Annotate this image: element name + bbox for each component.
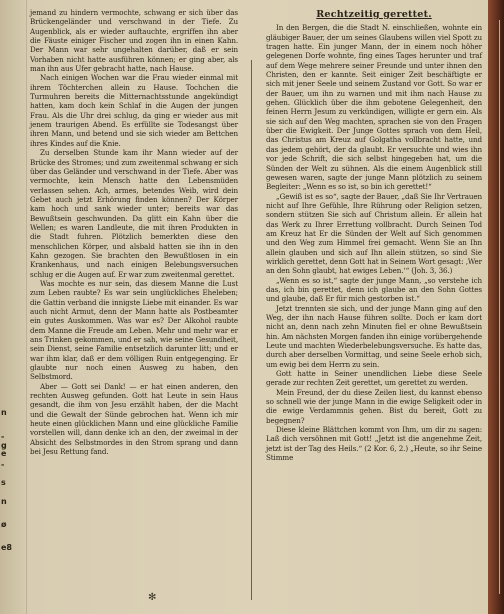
paragraph: Aber — Gott sei Dank! — er hat einen anderen, den rechten Ausweg gefunden. Gott hat Leute in sein Haus gesandt, die ihm von Jesu erzählt haben, der die Macht und die Gewalt der Sünde gebrochen hat. Wenn ich mir heute einen glücklichen Mann und eine glückliche Familie vorstellen will, dann denke ich an den, der zweimal in der Absicht des Selbstmordes in den Strom sprang und dann bei Jesu Rettung fand. bbox=[30, 381, 238, 457]
right-column bbox=[266, 8, 482, 463]
margin-fragment: e bbox=[1, 449, 7, 458]
article-body bbox=[266, 23, 482, 462]
margin-fragment: s bbox=[1, 478, 6, 487]
previous-page-edge bbox=[0, 0, 27, 614]
margin-fragment: - bbox=[1, 432, 5, 441]
column-divider bbox=[251, 60, 252, 600]
paragraph: „Wenn es so ist,“ sagte der junge Mann, „so verstehe ich das, ich bin gerettet, denn ich glaube an den Sohn Gottes und glaube, daß Er für mich gestorben ist.“ bbox=[266, 275, 482, 304]
ornament-icon: ✻ bbox=[148, 592, 157, 603]
paragraph: Jetzt trennten sie sich, und der junge Mann ging auf den Weg, der ihn nach Hause führen sollte. Doch er kam dort nicht an, denn nach zehn Minuten fiel er ohne Bewußtsein hin. Am nächsten Morgen fanden ihn einige vorübergehende Leute und machten Wiederbelebungsversuche. Es hatte das, durch aber derselben Vormittag, und seine Seele erhob sich, um ewig bei dem Herrn zu sein. bbox=[266, 303, 482, 369]
paragraph: Mein Freund, der du diese Zeilen liest, du kannst ebenso so schnell wie der junge Mann in die ewige Seligkeit oder in die ewige Verdammnis gehen. Bist du bereit, Gott zu begegnen? bbox=[266, 387, 482, 425]
margin-fragment: g bbox=[1, 441, 7, 450]
paragraph: jemand zu hindern vermochte, schwang er sich über das Brückengeländer und verschwand in der Tiefe. Zu Augenblick, als er wieder auftauchte, ergriffen ihn aber die Fäuste einiger Fischer und zogen ihn in einen Kahn. Der Mann war sehr ungehalten darüber, daß er sein Vorhaben nicht hatte ausführen können; er ging aber, als man ihn aus Ufer gebracht hatte, nach Hause. bbox=[30, 8, 238, 74]
margin-fragment: n bbox=[1, 408, 7, 417]
paragraph: Zu derselben Stunde kam ihr Mann wieder auf der Brücke des Stromes; und zum zweitenmal schwang er sich über das Geländer und verschwand in der Tiefe. Aber was vermochte, kein Mensch hatte den Lebensmüden verlassen sehen. Ach, armes, betendes Weib, wird dein Gebet auch jetzt Erhörung finden können? Der Körper kam hoch und sank wieder unter; bereits war das Bewußtsein geschwunden. Da glitt ein Kahn über die Wellen; es waren Landleute, die mit ihren Produkten in die Stadt fuhren. Plötzlich bemerkten diese den menschlichen Körper, und alsbald hatten sie ihn in den Kahn gezogen. Sie brachten den Bewußtlosen in ein Krankenhaus, und nach einigen Belebungsversuchen schlug er die Augen auf. Er war zum zweitenmal gerettet. bbox=[30, 148, 238, 279]
paragraph: In den Bergen, die die Stadt N. einschließen, wohnte ein gläubiger Bauer, der um seines Glaubens willen viel Spott zu tragen hatte. Ein junger Mann, der in einem noch höher gelegenen Dorfe wohnte, fing eines Tages herunter und traf auf dem Wege mehrere seiner Freunde und unter ihnen den Christen, den er kannte. Seit einiger Zeit beschäftigte er sich mit jener Seele und seinem Zustand vor Gott. So war er der Bauer, um ihn zu warnen und mit ihm nach Hause zu gehen. Glücklich über die ihm gebotene Gelegenheit, den feinen Herrn Jesum zu verkündigen, willigte er gern ein. Als sie sich auf den Weg machten, sprachen sie von den Fragen über die Ewigkeit. Der Junge Gottes sprach von dem Heil, das Christus am Kreuz auf Golgatha vollbracht hatte, und das jedem gehört, der da glaubt. Er versuchte und wies ihn vor jede Schrift, die sich selbst hingegeben hat, um die Sünden der Welt zu sühnen. Als die einem Augenblick still gewesen waren, sagte der junge Mann plötzlich zu seinem Begleiter: „Wenn es so ist, so bin ich gerettet!“ bbox=[266, 23, 482, 192]
margin-fragment: - bbox=[1, 460, 5, 469]
page-content bbox=[30, 8, 482, 604]
paragraph: Diese kleine Blättchen kommt von Ihm, um dir zu sagen: Laß dich versöhnen mit Gott! „Jetzt ist die angenehme Zeit, jetzt ist der Tag des Heils.“ (2 Kor. 6, 2.) „Heute, so ihr Seine Stimme bbox=[266, 425, 482, 463]
margin-fragment: n bbox=[1, 497, 7, 506]
book-cover-edge bbox=[488, 0, 504, 614]
paragraph: Was mochte es nur sein, das diesem Manne die Lust zum Leben raubte? Es war sein unglückliches Eheleben; die Gattin verband die innigste Liebe mit einander. Es war auch nicht Armut, denn der Mann hatte als Postbeamter ein gutes Auskommen. Was war es? Der Alkohol raubte dem Manne die Freude am Leben. Mehr und mehr war er ans Trinken gekommen, und er sah, wie seine Gesundheit, sein Dienst, seine Familie entsetzlich darunter litt; und er war ihm klar, daß er dem völligen Ruin entgegenging. Er glaubte nur noch einen Ausweg zu haben, den Selbstmord. bbox=[30, 278, 238, 382]
margin-fragment: ø bbox=[1, 520, 7, 529]
margin-fragment: e8 bbox=[1, 543, 12, 552]
left-column bbox=[30, 8, 238, 457]
paragraph: Nach einigen Wochen war die Frau wieder einmal mit ihrem Töchterchen allein zu Hause. Tochchen die Turmuhren bereits die Mitternachtsstunde angekündigt hatten, kam doch kein Schlaf in die Augen der jungen Frau. Als die Uhr drei schlug, da ging er wieder aus mit jenem traurigen Abend. Es erfüllte sie Todesangst über ihren Mann, und betend und sie sich wieder am Bettchen ihres Kindes auf die Knie. bbox=[30, 73, 238, 148]
paragraph: Gott hatte in Seiner unendlichen Liebe diese Seele gerade zur rechten Zeit gerettet, um gerettet zu werden. bbox=[266, 369, 482, 388]
paragraph: „Gewiß ist es so“, sagte der Bauer, „daß Sie Ihr Vertrauen nicht auf Ihre Gefühle, Ihre Rührung oder Religion setzen, sondern stützen Sie sich auf Christum allein. Er allein hat das Werk zu Ihrer Errettung vollbracht. Durch Seinen Tod am Kreuz hat Er die Sünden der Welt auf Sich genommen und den Weg zum Himmel frei gemacht. Wenn Sie an Ihn allein glauben und sich auf Ihn allein stützen, so sind Sie wirklich gerettet, denn Gott hat in Seinem Wort gesagt: ‚Wer an den Sohn glaubt, hat ewiges Leben.‘“ (Joh. 3, 36.) bbox=[266, 191, 482, 276]
article-title: Rechtzeitig gerettet. bbox=[316, 9, 432, 20]
